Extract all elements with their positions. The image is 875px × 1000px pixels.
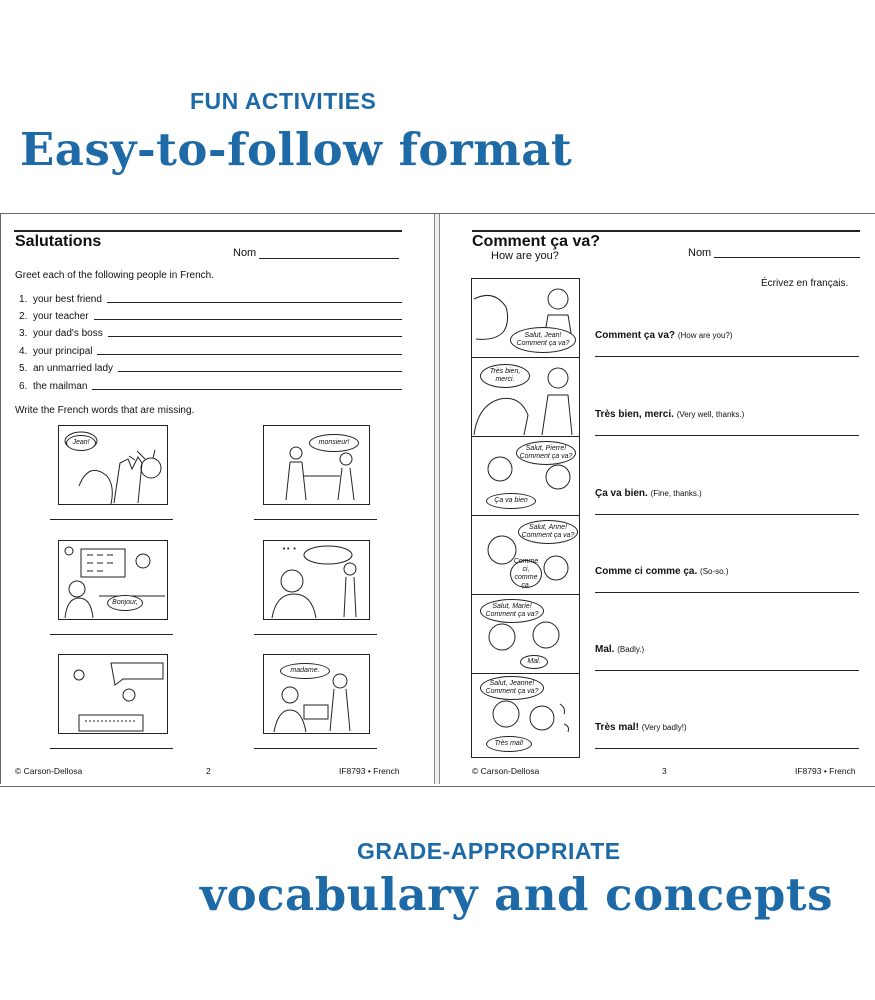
tagline-fun-activities: FUN ACTIVITIES xyxy=(190,88,377,114)
list-item: 5. an unmarried lady xyxy=(19,360,402,374)
answer-line[interactable] xyxy=(50,519,173,520)
answer-line[interactable] xyxy=(254,748,377,749)
speech-bubble: Salut, Marie! Comment ça va? xyxy=(480,599,544,623)
answer-line[interactable] xyxy=(595,592,859,593)
reply-bubble: Très mal! xyxy=(486,736,532,752)
page-title: Comment ça va? xyxy=(472,233,601,250)
tagline-grade-appropriate: GRADE-APPROPRIATE xyxy=(357,838,621,864)
nom-label: Nom xyxy=(688,247,712,259)
list-item: 4. your principal xyxy=(19,343,402,357)
speech-bubble: Salut, Jean! Comment ça va? xyxy=(510,327,576,353)
right-page xyxy=(439,214,875,784)
answer-line[interactable] xyxy=(50,748,173,749)
page-title: Salutations xyxy=(15,233,102,250)
answer-line[interactable] xyxy=(595,748,859,749)
picture-panel xyxy=(58,540,168,620)
answer-line[interactable] xyxy=(595,670,859,671)
comic-frame xyxy=(471,594,580,674)
speech-bubble: monsieur! xyxy=(309,434,359,452)
speech-bubble: madame. xyxy=(280,663,330,679)
title-rule xyxy=(14,230,402,232)
comic-frame xyxy=(471,436,580,516)
comic-frame xyxy=(471,673,580,758)
page-subtitle: How are you? xyxy=(491,250,559,262)
list-item: 2. your teacher xyxy=(19,308,402,322)
answer-line[interactable] xyxy=(254,634,377,635)
instruction: Greet each of the following people in French. xyxy=(15,270,215,281)
speech-bubble: Salut, Jeanne! Comment ça va? xyxy=(480,676,544,700)
footer-page-number: 3 xyxy=(662,766,667,776)
speech-bubble: Très bien, merci. xyxy=(480,364,530,388)
answer-line[interactable] xyxy=(108,336,402,337)
comic-frame xyxy=(471,515,580,595)
tagline-vocabulary: vocabulary and concepts xyxy=(200,868,833,921)
answer-line[interactable] xyxy=(92,389,402,390)
reply-bubble: Comme ci, comme ça. xyxy=(510,560,542,588)
picture-panel xyxy=(263,425,370,505)
reply-bubble: Mal. xyxy=(520,655,548,669)
question-item: Très bien, merci. (Very well, thanks.) xyxy=(595,409,745,420)
answer-line[interactable] xyxy=(595,514,859,515)
speech-bubble: Jean! xyxy=(66,435,96,451)
nom-line[interactable] xyxy=(714,257,860,258)
list-item: 1. your best friend xyxy=(19,291,402,305)
nom-label: Nom xyxy=(233,247,257,259)
answer-line[interactable] xyxy=(50,634,173,635)
nom-line[interactable] xyxy=(259,258,399,259)
left-page xyxy=(0,214,435,784)
list-item: 6. the mailman xyxy=(19,378,402,392)
footer-page-number: 2 xyxy=(206,766,211,776)
question-item: Très mal! (Very badly!) xyxy=(595,722,687,733)
speech-bubble: Salut, Pierre! Comment ça va? xyxy=(516,441,576,465)
comic-frame xyxy=(471,278,580,358)
answer-line[interactable] xyxy=(254,519,377,520)
picture-panel xyxy=(58,425,168,505)
answer-line[interactable] xyxy=(107,302,402,303)
reply-bubble: Ça va bien xyxy=(486,493,536,509)
answer-line[interactable] xyxy=(595,435,859,436)
footer-product-code: IF8793 • French xyxy=(795,766,856,776)
question-item: Comment ça va? (How are you?) xyxy=(595,330,733,341)
answer-line[interactable] xyxy=(118,371,402,372)
question-item: Comme ci comme ça. (So-so.) xyxy=(595,566,729,577)
footer-copyright: © Carson-Dellosa xyxy=(472,766,540,776)
title-rule xyxy=(472,230,860,232)
illustration-icon xyxy=(59,655,167,733)
speech-bubble: Salut, Anne! Comment ça va? xyxy=(518,520,578,544)
speech-bubble: Bonjour, xyxy=(107,595,143,611)
instruction: Write the French words that are missing. xyxy=(15,405,195,416)
comic-frame xyxy=(471,357,580,437)
answer-line[interactable] xyxy=(595,356,859,357)
footer-product-code: IF8793 • French xyxy=(339,766,400,776)
question-item: Ça va bien. (Fine, thanks.) xyxy=(595,488,702,499)
question-item: Mal. (Badly.) xyxy=(595,644,645,655)
list-item: 3. your dad's boss xyxy=(19,325,402,339)
answer-line[interactable] xyxy=(94,319,402,320)
book-spread xyxy=(0,213,875,787)
footer-copyright: © Carson-Dellosa xyxy=(15,766,83,776)
instruction: Écrivez en français. xyxy=(761,278,849,289)
svg-text:•• •: •• • xyxy=(282,545,297,553)
illustration-icon xyxy=(264,541,369,619)
picture-panel xyxy=(58,654,168,734)
picture-panel xyxy=(263,540,370,620)
picture-panel xyxy=(263,654,370,734)
tagline-easy-format: Easy-to-follow format xyxy=(20,123,573,176)
answer-line[interactable] xyxy=(97,354,402,355)
